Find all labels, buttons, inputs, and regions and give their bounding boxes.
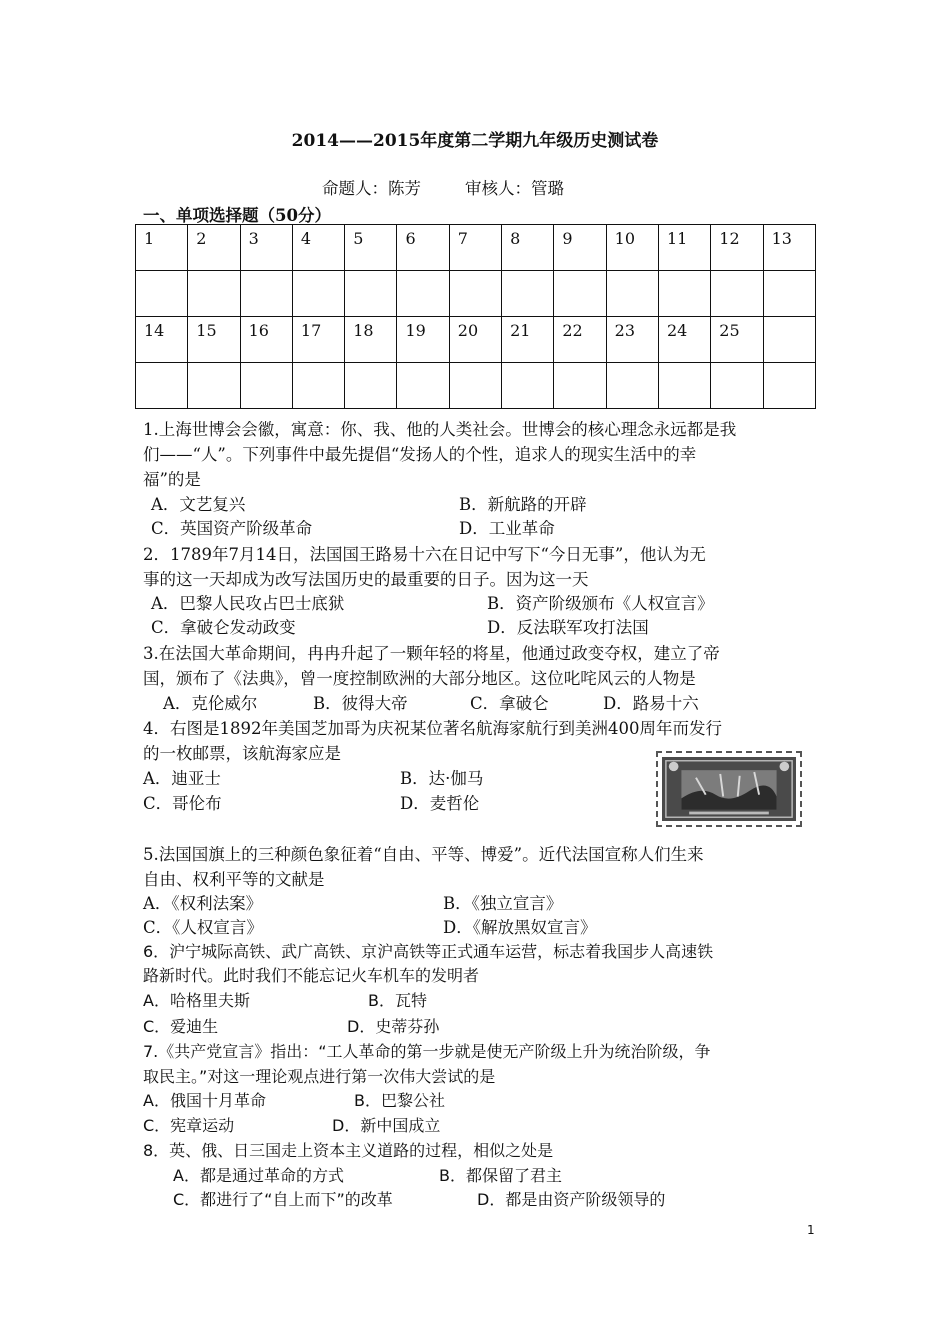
q8-option-b[interactable]: B．都保留了君主 xyxy=(439,1166,562,1185)
q3-option-c[interactable]: C．拿破仑 xyxy=(470,694,549,713)
q1-stem-line: 们——“人”。下列事件中最先提倡“发扬人的个性，追求人的现实生活中的幸 xyxy=(143,445,697,464)
q6-option-d[interactable]: D．史蒂芬孙 xyxy=(347,1017,440,1036)
q1-stem-line: 福”的是 xyxy=(143,470,201,489)
answer-cell[interactable] xyxy=(345,363,397,409)
answer-cell[interactable] xyxy=(606,363,658,409)
q8-option-a[interactable]: A．都是通过革命的方式 xyxy=(173,1166,344,1185)
q5-stem-line: 5.法国国旗上的三种颜色象征着“自由、平等、博爱”。近代法国宣称人们生来 xyxy=(143,845,704,864)
answer-cell[interactable] xyxy=(136,271,188,317)
answer-cell[interactable] xyxy=(554,271,606,317)
q1-option-a[interactable]: A．文艺复兴 xyxy=(151,495,246,514)
answer-table xyxy=(135,224,816,409)
table-cell: 17 xyxy=(292,317,344,363)
table-cell: 3 xyxy=(240,225,292,271)
q6-option-b[interactable]: B．瓦特 xyxy=(368,991,427,1010)
authors xyxy=(322,175,564,199)
table-cell: 9 xyxy=(554,225,606,271)
answer-cell[interactable] xyxy=(397,363,449,409)
answer-cell[interactable] xyxy=(711,363,763,409)
q6-stem-line: 6．沪宁城际高铁、武广高铁、京沪高铁等正式通车运营，标志着我国步人高速铁 xyxy=(143,942,714,961)
answer-cell[interactable] xyxy=(188,363,240,409)
q5-stem-line: 自由、权利平等的文献是 xyxy=(143,870,325,889)
table-cell: 13 xyxy=(763,225,815,271)
q2-option-d[interactable]: D．反法联军攻打法国 xyxy=(487,618,649,637)
q3-stem-line: 3.在法国大革命期间，冉冉升起了一颗年轻的将星，他通过政变夺权，建立了帝 xyxy=(143,644,720,663)
q2-stem-line: 2．1789年7月14日，法国国王路易十六在日记中写下“今日无事”，他认为无 xyxy=(143,545,706,564)
answer-cell[interactable] xyxy=(658,363,710,409)
table-cell xyxy=(763,317,815,363)
answer-cell[interactable] xyxy=(240,271,292,317)
setter: 命题人：陈芳 xyxy=(322,179,421,198)
table-cell: 10 xyxy=(606,225,658,271)
q3-option-a[interactable]: A．克伦威尔 xyxy=(163,694,258,713)
answer-cell[interactable] xyxy=(345,271,397,317)
q1-stem-line: 1.上海世博会会徽，寓意：你、我、他的人类社会。世博会的核心理念永远都是我 xyxy=(143,420,737,439)
page-number: 1 xyxy=(807,1223,815,1237)
table-cell: 15 xyxy=(188,317,240,363)
table-cell: 19 xyxy=(397,317,449,363)
answer-cell[interactable] xyxy=(136,363,188,409)
q7-option-c[interactable]: C．宪章运动 xyxy=(143,1116,235,1135)
q4-stem-line: 的一枚邮票，该航海家应是 xyxy=(143,744,341,763)
answer-cell[interactable] xyxy=(449,271,501,317)
page-title: 2014——2015年度第二学期九年级历史测试卷 xyxy=(291,131,659,151)
answer-cell[interactable] xyxy=(502,271,554,317)
q7-stem-line: 7.《共产党宣言》指出：“工人革命的第一步就是使无产阶级上升为统治阶级，争 xyxy=(143,1042,711,1061)
q4-option-c[interactable]: C．哥伦布 xyxy=(143,794,222,813)
answer-cell[interactable] xyxy=(606,271,658,317)
table-cell: 5 xyxy=(345,225,397,271)
answer-cell[interactable] xyxy=(554,363,606,409)
q2-stem-line: 事的这一天却成为改写法国历史的最重要的日子。因为这一天 xyxy=(143,570,589,589)
answer-cell[interactable] xyxy=(658,271,710,317)
answer-cell[interactable] xyxy=(449,363,501,409)
table-row xyxy=(136,317,816,363)
q6-option-a[interactable]: A．哈格里夫斯 xyxy=(143,991,250,1010)
q5-option-b[interactable]: B．《独立宣言》 xyxy=(443,894,563,913)
table-cell: 11 xyxy=(658,225,710,271)
table-cell: 6 xyxy=(397,225,449,271)
q7-option-a[interactable]: A．俄国十月革命 xyxy=(143,1091,266,1110)
answer-cell[interactable] xyxy=(397,271,449,317)
answer-cell[interactable] xyxy=(240,363,292,409)
q4-option-d[interactable]: D．麦哲伦 xyxy=(400,794,480,813)
table-cell: 7 xyxy=(449,225,501,271)
q5-option-a[interactable]: A．《权利法案》 xyxy=(143,894,263,913)
table-cell: 23 xyxy=(606,317,658,363)
table-cell: 24 xyxy=(658,317,710,363)
table-cell: 25 xyxy=(711,317,763,363)
q4-stem-line: 4．右图是1892年美国芝加哥为庆祝某位著名航海家航行到美洲400周年而发行 xyxy=(143,719,722,738)
q2-option-a[interactable]: A．巴黎人民攻占巴士底狱 xyxy=(151,594,345,613)
answer-cell[interactable] xyxy=(711,271,763,317)
q3-stem-line: 国，颁布了《法典》，曾一度控制欧洲的大部分地区。这位叱咤风云的人物是 xyxy=(143,669,696,688)
answer-cell[interactable] xyxy=(292,363,344,409)
q7-option-b[interactable]: B．巴黎公社 xyxy=(354,1091,445,1110)
q1-option-c[interactable]: C．英国资产阶级革命 xyxy=(151,519,313,538)
table-cell: 4 xyxy=(292,225,344,271)
answer-cell[interactable] xyxy=(502,363,554,409)
q3-option-d[interactable]: D．路易十六 xyxy=(603,694,699,713)
answer-row xyxy=(136,271,816,317)
reviewer: 审核人：管璐 xyxy=(465,179,564,198)
q2-option-b[interactable]: B．资产阶级颁布《人权宣言》 xyxy=(487,594,714,613)
q8-option-c[interactable]: C．都进行了“自上而下”的改革 xyxy=(173,1190,393,1209)
table-cell: 20 xyxy=(449,317,501,363)
answer-cell[interactable] xyxy=(763,271,815,317)
q1-option-d[interactable]: D．工业革命 xyxy=(459,519,555,538)
q6-stem-line: 路新时代。此时我们不能忘记火车机车的发明者 xyxy=(143,966,480,985)
table-cell: 8 xyxy=(502,225,554,271)
q5-option-c[interactable]: C．《人权宣言》 xyxy=(143,918,263,937)
table-cell: 1 xyxy=(136,225,188,271)
q4-option-b[interactable]: B．达·伽马 xyxy=(400,769,484,788)
table-cell: 21 xyxy=(502,317,554,363)
table-cell: 14 xyxy=(136,317,188,363)
table-cell: 2 xyxy=(188,225,240,271)
answer-cell[interactable] xyxy=(763,363,815,409)
section-heading: 一、单项选择题（50分） xyxy=(143,206,331,225)
q2-option-c[interactable]: C．拿破仑发动政变 xyxy=(151,618,296,637)
q8-stem-line: 8．英、俄、日三国走上资本主义道路的过程，相似之处是 xyxy=(143,1141,554,1160)
q8-option-d[interactable]: D．都是由资产阶级领导的 xyxy=(477,1190,666,1209)
q3-option-b[interactable]: B．彼得大帝 xyxy=(313,694,408,713)
q4-option-a[interactable]: A．迪亚士 xyxy=(143,769,221,788)
table-cell: 12 xyxy=(711,225,763,271)
q7-stem-line: 取民主。”对这一理论观点进行第一次伟大尝试的是 xyxy=(143,1067,496,1086)
table-row xyxy=(136,225,816,271)
answer-row xyxy=(136,363,816,409)
table-cell: 16 xyxy=(240,317,292,363)
q7-option-d[interactable]: D．新中国成立 xyxy=(332,1116,441,1135)
answer-cell[interactable] xyxy=(188,271,240,317)
answer-cell[interactable] xyxy=(292,271,344,317)
table-cell: 18 xyxy=(345,317,397,363)
q1-option-b[interactable]: B．新航路的开辟 xyxy=(459,495,587,514)
q6-option-c[interactable]: C．爱迪生 xyxy=(143,1017,219,1036)
table-cell: 22 xyxy=(554,317,606,363)
columbus-stamp-image xyxy=(656,751,802,827)
q5-option-d[interactable]: D．《解放黑奴宣言》 xyxy=(443,918,597,937)
